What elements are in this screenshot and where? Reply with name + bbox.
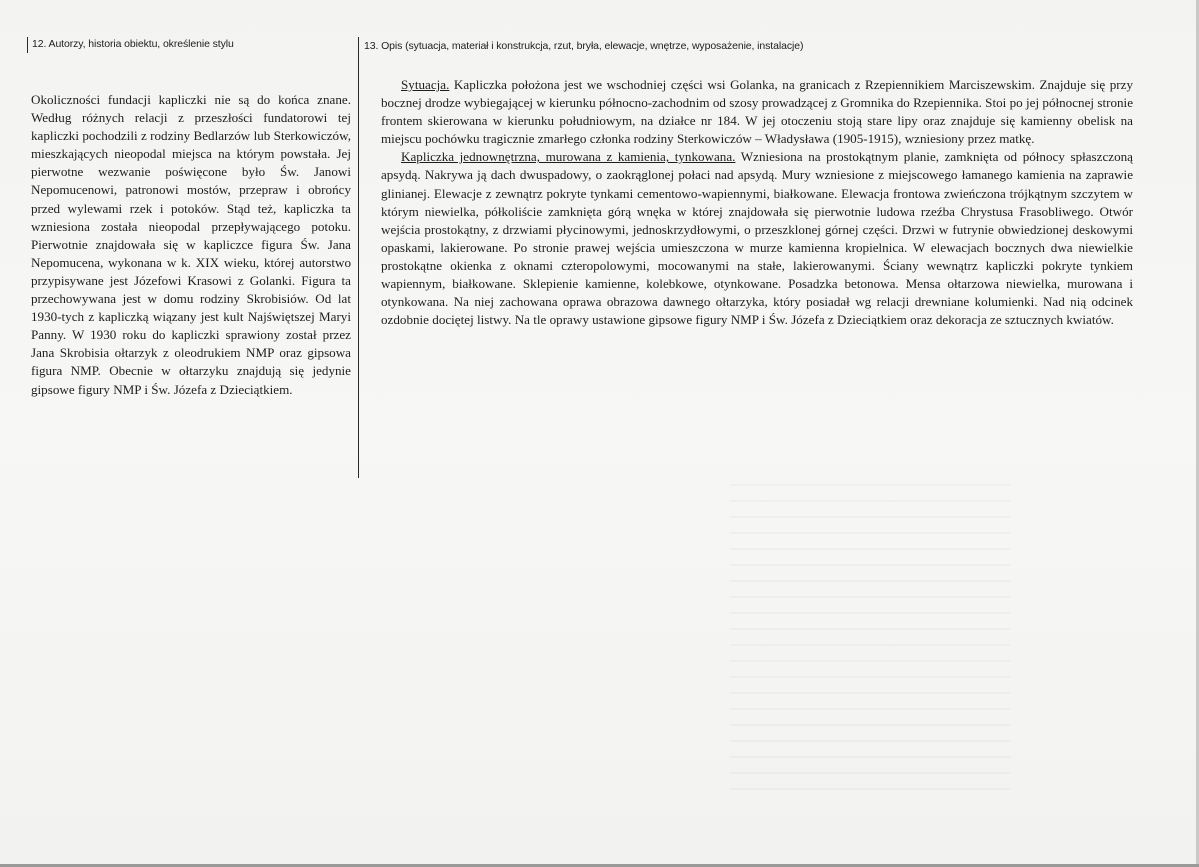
section-13-header: 13. Opis (sytuacja, materiał i konstrukcja, rzut, bryła, elewacje, wnętrze, wyposażenie, instalacje) bbox=[364, 40, 804, 52]
left-margin-rule bbox=[27, 37, 28, 53]
column-divider bbox=[358, 37, 359, 478]
construction-label: Kapliczka jednownętrzna, murowana z kamienia, tynkowana. bbox=[401, 149, 736, 165]
section-12-header: 12. Autorzy, historia obiektu, określenie stylu bbox=[32, 38, 234, 50]
construction-text: Wzniesiona na prostokątnym planie, zamknięta od północy spłaszczoną apsydą. Nakrywa ją dach dwuspadowy, o zaokrąglonej połaci nad apsydą. Mury wzniesione z miejscowego łamanego kamienia na zaprawie glinianej. Elewacje z zewnątrz pokryte tynkami cementowo-wapiennymi, białkowane. Elewacja frontowa zwieńczona trójkątnym szczytem w którym niewielka, półkoliście zamknięta górą wnęka w której znajdowała się pierwotnie ludowa rzeźba Chrystusa Frasobliwego. Otwór wejścia prostokątny, z drzwiami płycinowymi, jednoskrzydłowymi, o przeszklonej górnej części. Drzwi w futrynie obwiedzionej deskowymi opaskami, lakierowane. Po stronie prawej wejścia umieszczona w murze kamienna kropielnica. W elewacjach bocznych dwa niewielkie prostokątne okienka z oknami czteropolowymi, mocowanymi na stałe, lakierowanymi. Ściany wewnątrz kapliczki pokryte tynkiem wapiennym, białkowane. Sklepienie kamienne, kolebkowe, otynkowane. Posadzka betonowa. Mensa ołtarzowa niewielka, murowana i otynkowana. Na niej zachowana oprawa obrazowa dawnego ołtarzyka, który posiadał wg relacji drewniane kolumienki. Nad nią odcinek ozdobnie dociętej listwy. Na tle oprawy ustawione gipsowe figury NMP i Św. Józefa z Dzieciątkiem oraz dekoracja ze sztucznych kwiatów. bbox=[381, 149, 1133, 328]
construction-paragraph bbox=[381, 148, 1133, 329]
show-through-text bbox=[730, 470, 1010, 800]
history-paragraph: Okoliczności fundacji kapliczki nie są do końca znane. Według różnych relacji z przeszłości fundatorowi tej kapliczki pochodzili z rodziny Bedlarzów lub Sterkowiczów, mieszkających nieopodal miejsca na którym powstała. Jej pierwotne wezwanie poświęcone było Św. Janowi Nepomucenowi, patronowi mostów, przepraw i obrońcy przed wylewami rzek i potoków. Stąd też, kapliczka ta wzniesiona została nieopodal przepływającego potoku. Pierwotnie znajdowała się w kapliczce figura Św. Jana Nepomucena, wykonana w k. XIX wieku, której autorstwo przypisywane jest Józefowi Krasowi z Golanki. Figura ta przechowywana jest w domu rodziny Skrobisiów. Od lat 1930-tych z kapliczką wiązany jest kult Najświętszej Maryi Panny. W 1930 roku do kapliczki sprawiony został przez Jana Skrobisia ołtarzyk z oleodrukiem NMP oraz gipsowa figura NMP. Obecnie w ołtarzyku znajdują się jedynie gipsowe figury NMP i Św. Józefa z Dzieciątkiem. bbox=[31, 92, 351, 397]
situation-text: Kapliczka położona jest we wschodniej części wsi Golanka, na granicach z Rzepiennikiem Marciszewskim. Znajduje się przy bocznej drodze wybiegającej w kierunku północno-zachodnim od szosy prowadzącej z Gromnika do Rzepiennika. Stoi po jej północnej stronie frontem skierowana w kierunku południowym, na działce nr 184. W jej otoczeniu stoją stare lipy oraz znajduje się kamienny obelisk na miejscu pochówku tragicznie zmarłego członka rodziny Sterkowiczów – Władysława (1905-1915), wzniesiony przez matkę. bbox=[381, 77, 1133, 147]
description-text-block bbox=[381, 76, 1133, 329]
situation-label: Sytuacja. bbox=[401, 77, 450, 92]
situation-paragraph bbox=[381, 76, 1133, 148]
history-text-block bbox=[31, 91, 351, 399]
